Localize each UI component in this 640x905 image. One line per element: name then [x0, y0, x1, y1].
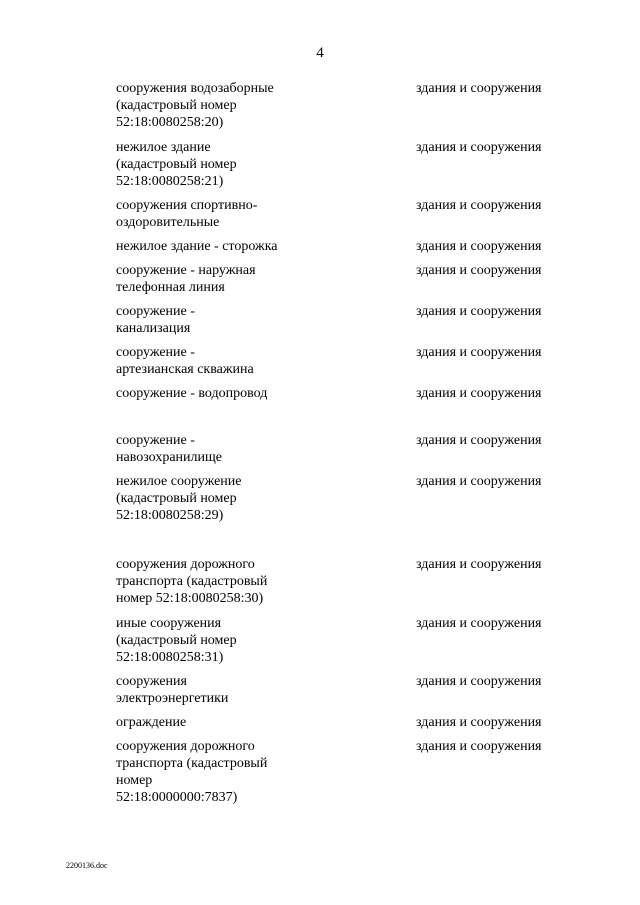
object-name: сооружения дорожного транспорта (кадастровый номер 52:18:0000000:7837) [116, 739, 268, 805]
object-name: нежилое здание (кадастровый номер 52:18:0080258:21) [116, 140, 237, 189]
object-category: здания и сооружения [416, 674, 542, 689]
object-name: нежилое здание - сторожка [116, 239, 278, 254]
object-name: сооружения дорожного транспорта (кадастровый номер 52:18:0080258:30) [116, 557, 268, 606]
object-category: здания и сооружения [416, 81, 542, 96]
object-name: сооружения спортивно- оздоровительные [116, 198, 258, 230]
object-name: сооружения электроэнергетики [116, 674, 229, 706]
object-category: здания и сооружения [416, 739, 542, 754]
object-category: здания и сооружения [416, 386, 542, 401]
object-name: сооружение - артезианская скважина [116, 345, 254, 377]
object-category: здания и сооружения [416, 304, 542, 319]
document-filename: 2200136.doc [66, 861, 108, 870]
object-category: здания и сооружения [416, 557, 542, 572]
page-number: 4 [316, 45, 324, 61]
object-category: здания и сооружения [416, 474, 542, 489]
object-category: здания и сооружения [416, 433, 542, 448]
object-category: здания и сооружения [416, 616, 542, 631]
object-name: ограждение [116, 715, 187, 730]
object-name: сооружение - водопровод [116, 386, 268, 401]
object-category: здания и сооружения [416, 140, 542, 155]
object-category: здания и сооружения [416, 239, 542, 254]
object-name: сооружение - наружная телефонная линия [116, 263, 256, 295]
object-category: здания и сооружения [416, 715, 542, 730]
object-name: иные сооружения (кадастровый номер 52:18:0080258:31) [116, 616, 237, 665]
object-name: сооружение - канализация [116, 304, 195, 336]
object-category: здания и сооружения [416, 263, 542, 278]
object-category: здания и сооружения [416, 345, 542, 360]
object-name: нежилое сооружение (кадастровый номер 52:18:0080258:29) [116, 474, 242, 523]
object-category: здания и сооружения [416, 198, 542, 213]
object-name: сооружение - навозохранилище [116, 433, 222, 465]
object-name: сооружения водозаборные (кадастровый номер 52:18:0080258:20) [116, 81, 274, 130]
